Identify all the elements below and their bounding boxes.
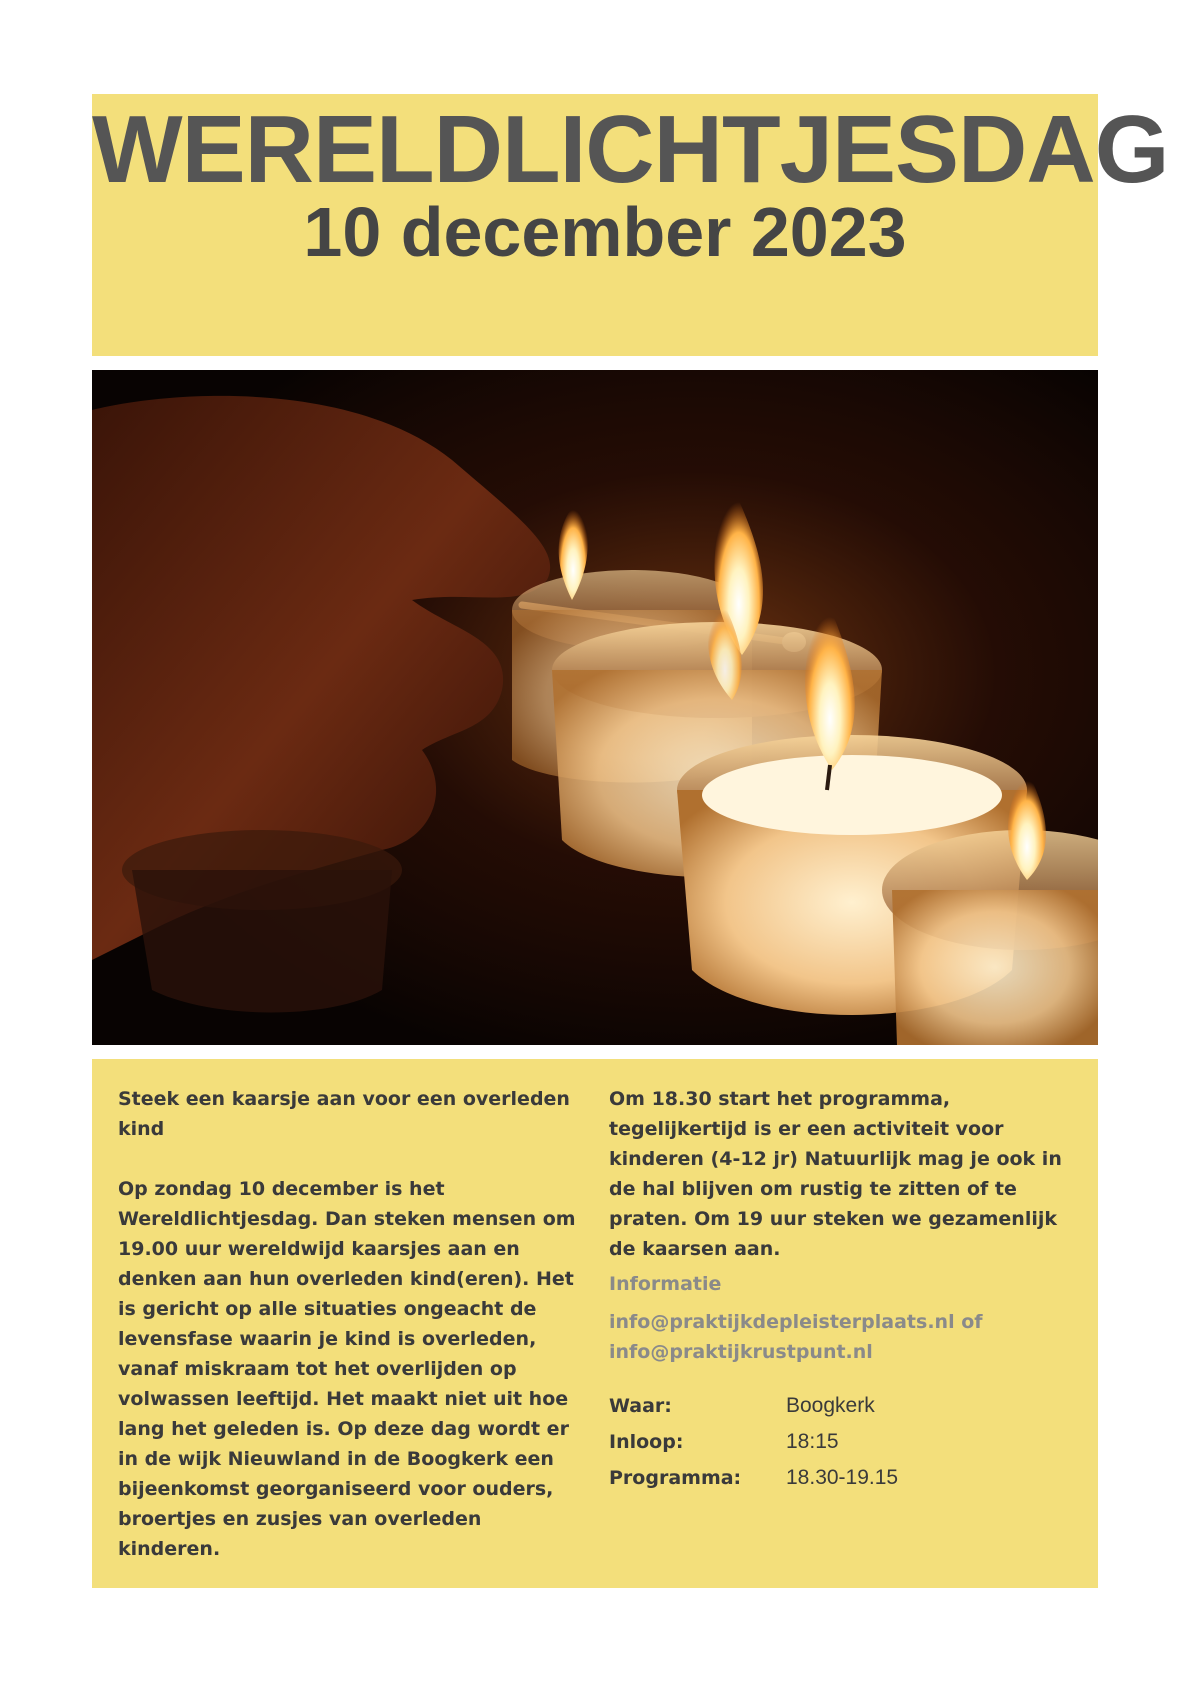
detail-label: Waar: (609, 1395, 672, 1417)
left-column (118, 1084, 588, 1564)
detail-value: Boogkerk (786, 1394, 875, 1417)
event-details (609, 1391, 898, 1499)
header-banner (92, 94, 1169, 356)
info-panel (92, 1059, 1098, 1588)
detail-row-program (609, 1463, 898, 1499)
detail-row-walk-in (609, 1427, 898, 1463)
email-link-1[interactable]: info@praktijkdepleisterplaats.nl of (609, 1311, 983, 1333)
email-link-2[interactable]: info@praktijkrustpunt.nl (609, 1341, 873, 1363)
detail-label: Programma: (609, 1467, 742, 1489)
detail-value: 18.30-19.15 (786, 1466, 899, 1489)
right-column (609, 1084, 1079, 1499)
detail-value: 18:15 (786, 1430, 839, 1453)
candles-photo (92, 370, 1098, 1045)
body-text: Op zondag 10 december is het Wereldlichtjesdag. Dan steken mensen om 19.00 uur wereldwijd kaarsjes aan en denken aan hun overleden kind(eren). Het is gericht op alle situaties ongeacht de levensfase waarin je kind is overleden, vanaf miskraam tot het overlijden op volwassen leeftijd. Het maakt niet uit hoe lang het geleden is. Op deze dag wordt er in de wijk Nieuwland in de Boogkerk een bijeenkomst georganiseerd voor ouders, broertjes en zusjes van overleden kinderen. (118, 1178, 576, 1560)
info-heading: Informatie (609, 1273, 722, 1295)
page-title: WERELDLICHTJESDAG (92, 96, 1169, 203)
program-text: Om 18.30 start het programma, tegelijkertijd is er een activiteit voor kinderen (4-12 jr) Natuurlijk mag je ook in de hal blijven om rustig te zitten of te praten. Om 19 uur steken we gezamenlijk de kaarsen aan. (609, 1088, 1062, 1260)
contact-emails (609, 1307, 1079, 1367)
detail-row-location (609, 1391, 898, 1427)
detail-label: Inloop: (609, 1431, 684, 1453)
event-date: 10 december 2023 (303, 193, 907, 271)
intro-text: Steek een kaarsje aan voor een overleden kind (118, 1088, 570, 1140)
